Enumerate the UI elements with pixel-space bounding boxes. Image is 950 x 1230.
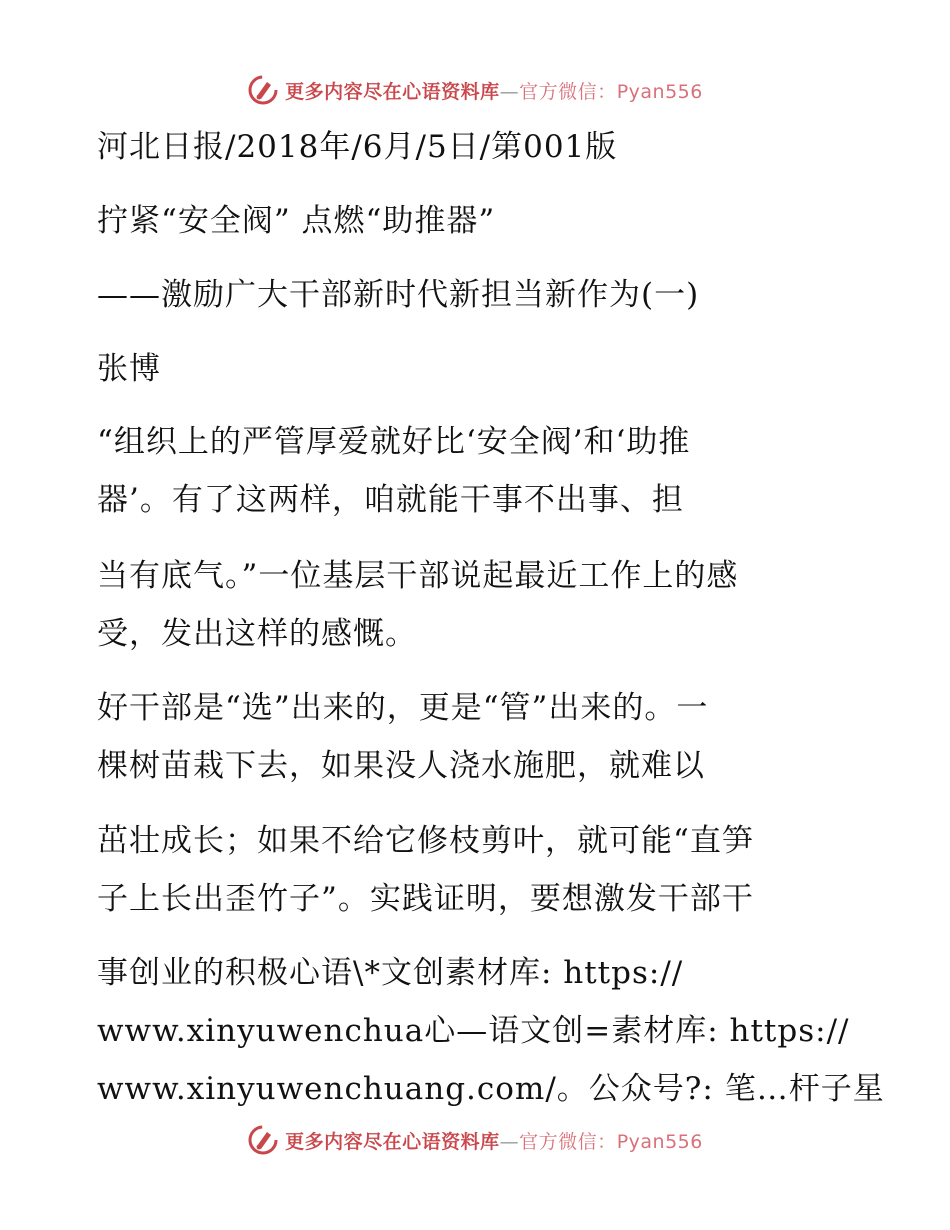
doc-line-body: 好干部是“选”出来的，更是“管”出来的。一 [97,690,709,726]
doc-line-subtitle: ——激励广大干部新时代新担当新作为(一) [97,277,700,313]
banner-main-text: 更多内容尽在心语资料库 [285,80,500,103]
doc-line-source: 河北日报/2018年/6月/5日/第001版 [97,129,618,165]
banner-sub-text: 官方微信： [519,80,617,103]
doc-line-body: 受，发出这样的感慨。 [97,616,417,652]
doc-line-body: 当有底气。”一位基层干部说起最近工作上的感 [97,558,739,594]
doc-line-body: www.xinyuwenchua心—语文创=素材库: https:// [97,1013,850,1049]
doc-line-title: 拧紧“安全阀” 点燃“助推器” [97,203,496,239]
banner-main-text: 更多内容尽在心语资料库 [285,1130,500,1153]
doc-line-body: 子上长出歪竹子”。实践证明，要想激发干部干 [97,881,754,917]
doc-line-body: 事创业的积极心语\*文创素材库: https:// [97,955,684,991]
banner-wechat-id: Pyan556 [616,80,703,103]
doc-line-body: “组织上的严管厚爱就好比‘安全阀’和‘助推 [97,424,691,460]
footer-watermark-banner [0,1120,950,1160]
banner-text [285,1127,703,1154]
pen-nib-logo-icon [247,1124,279,1156]
banner-wechat-id: Pyan556 [616,1130,703,1153]
doc-line-body: 茁壮成长；如果不给它修枝剪叶，就可能“直笋 [97,823,754,859]
doc-line-body: 棵树苗栽下去，如果没人浇水施肥，就难以 [97,748,705,784]
doc-line-body: www.xinyuwenchuang.com/。公众号?: 笔…杆子星 [97,1071,885,1107]
banner-sub-text: 官方微信： [519,1130,617,1153]
doc-line-author: 张博 [97,351,161,387]
banner-separator: — [499,1130,520,1153]
doc-line-body: 器’。有了这两样，咱就能干事不出事、担 [97,482,684,518]
banner-separator: — [499,80,520,103]
